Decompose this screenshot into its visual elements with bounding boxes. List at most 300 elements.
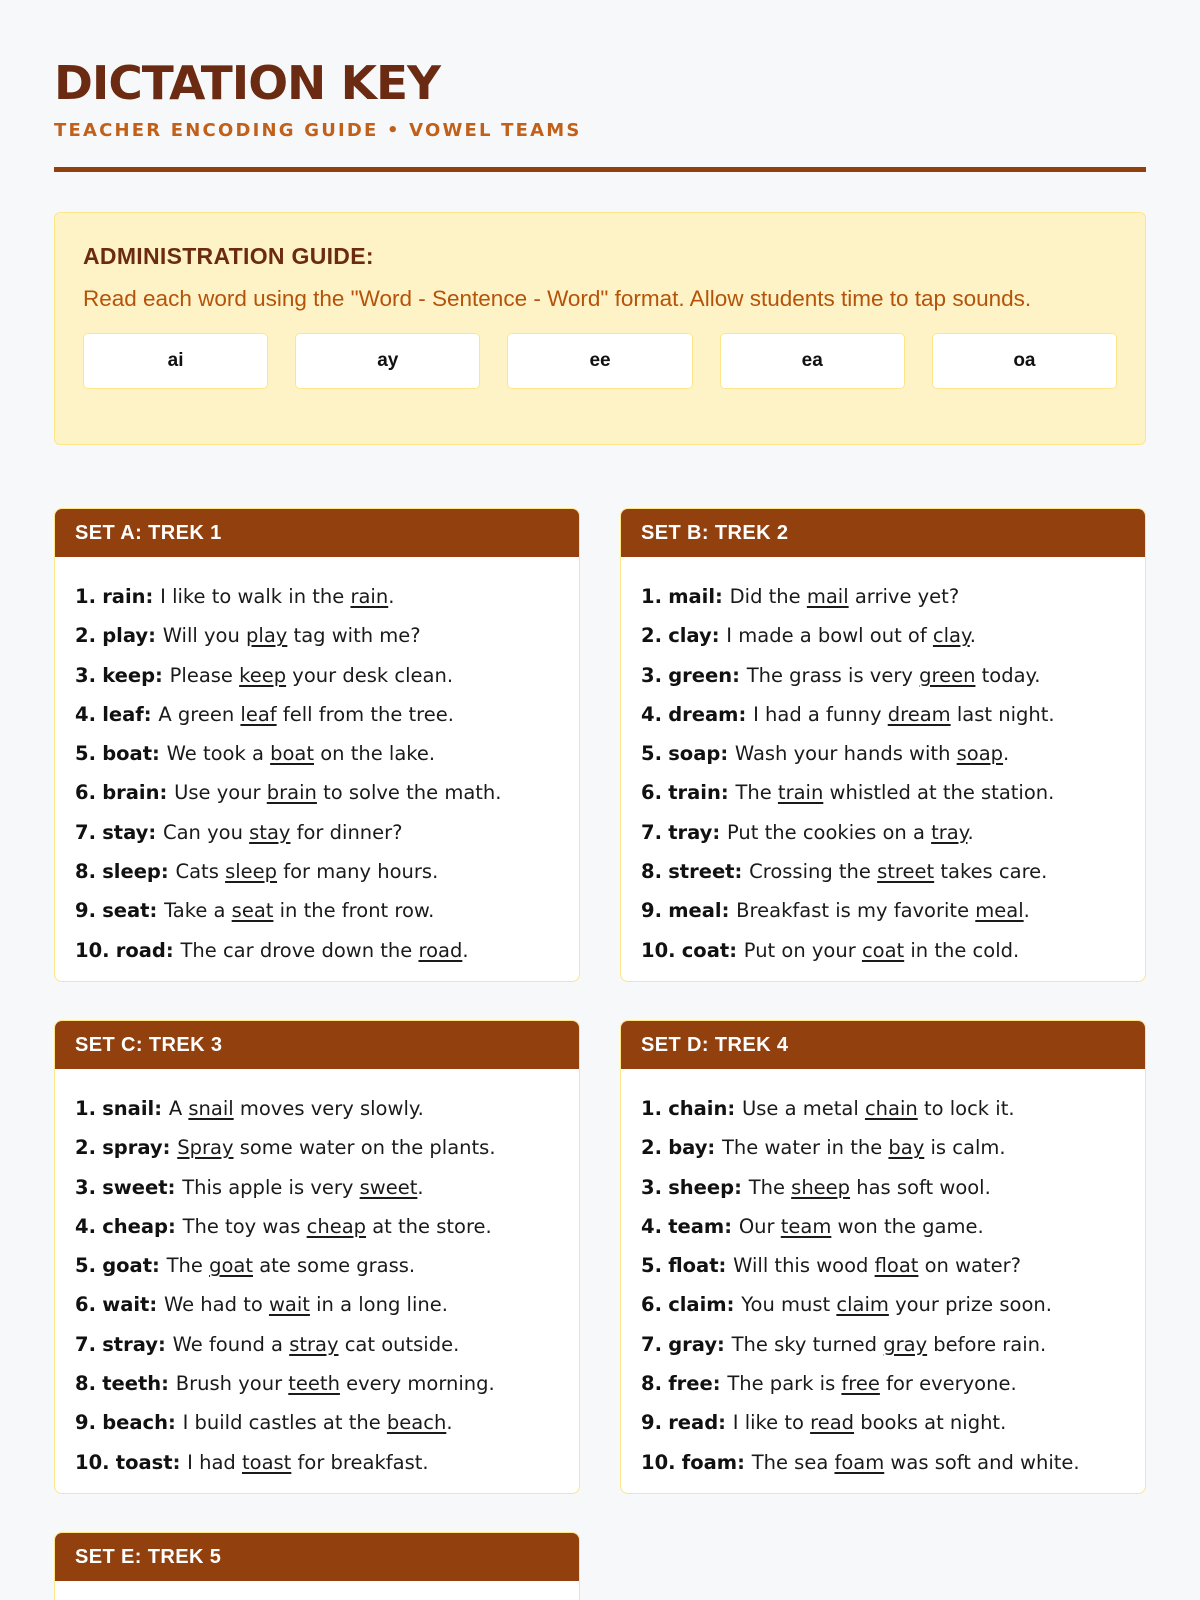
target-word: gray	[883, 1332, 928, 1356]
target-word: foam	[834, 1450, 885, 1474]
sentence-end: moves very slowly.	[233, 1097, 424, 1120]
item-colon: :	[145, 585, 161, 608]
item-number: 5.	[641, 742, 662, 766]
sentence-start: A	[168, 1097, 189, 1120]
item-number: 10.	[641, 1450, 676, 1474]
sentence-start: Will you	[162, 624, 247, 648]
sentence-end: takes care.	[934, 860, 1048, 884]
item-word: sweet	[102, 1175, 168, 1199]
dictation-item	[641, 734, 1125, 773]
item-colon: :	[159, 781, 175, 805]
item-number: 6.	[75, 781, 96, 805]
item-word: gray	[668, 1332, 718, 1356]
item-word: train	[668, 781, 721, 805]
dictation-item	[75, 1443, 559, 1482]
item-colon: :	[167, 1411, 183, 1435]
item-number: 7.	[75, 820, 96, 844]
target-word: claim	[836, 1293, 889, 1317]
item-number: 2.	[641, 1136, 662, 1160]
vowel-team-chip-ee: ee	[507, 333, 692, 389]
target-word: team	[780, 1214, 832, 1238]
dictation-item	[641, 1285, 1125, 1324]
dictation-list	[621, 557, 1145, 970]
sentence-end: some water on the plants.	[233, 1136, 496, 1160]
target-word: chain	[864, 1097, 918, 1120]
sentence-end: tag with me?	[287, 624, 421, 648]
dictation-item	[75, 891, 559, 930]
sentence-start: I had	[187, 1450, 242, 1474]
sentence-end: for breakfast.	[291, 1450, 429, 1474]
set-card-title: SET D: TREK 4	[621, 1021, 1145, 1069]
item-word: cheap	[102, 1214, 168, 1238]
item-word: foam	[681, 1450, 738, 1474]
sentence-start: Cats	[175, 860, 226, 884]
sentence-end: last night.	[950, 702, 1055, 726]
item-colon: :	[167, 1214, 183, 1238]
target-word: seat	[231, 899, 274, 923]
item-word: teeth	[102, 1372, 162, 1396]
vowel-team-chip-ea: ea	[720, 333, 905, 389]
target-word: coat	[861, 938, 905, 962]
item-colon: :	[738, 702, 754, 726]
sentence-start: Wash your hands with	[734, 742, 957, 766]
item-colon: :	[161, 1372, 176, 1396]
dictation-item	[641, 813, 1125, 852]
sentence-start: The park is	[727, 1372, 842, 1396]
dictation-item	[75, 695, 559, 734]
set-card-e	[54, 1532, 580, 1600]
target-word: wait	[268, 1293, 310, 1317]
item-word: read	[668, 1411, 719, 1435]
target-word: teeth	[288, 1372, 340, 1396]
word-sets-grid	[54, 508, 1146, 1600]
target-word: sleep	[225, 860, 278, 884]
sentence-start: You must	[741, 1293, 837, 1317]
sentence-start: I made a bowl out of	[726, 624, 933, 648]
sentence-end: .	[388, 585, 395, 608]
set-card-title: SET C: TREK 3	[55, 1021, 579, 1069]
target-word: bay	[888, 1136, 925, 1160]
item-word: soap	[668, 742, 721, 766]
item-colon: :	[715, 585, 730, 608]
item-colon: :	[720, 742, 735, 766]
sentence-end: is calm.	[924, 1136, 1006, 1160]
item-number: 6.	[75, 1293, 96, 1317]
item-word: coat	[681, 938, 730, 962]
item-colon: :	[729, 938, 744, 962]
item-number: 7.	[641, 1332, 662, 1356]
sentence-start: The sky turned	[731, 1332, 884, 1356]
item-word: rain	[102, 585, 146, 608]
dictation-item	[641, 1246, 1125, 1285]
item-colon: :	[148, 820, 163, 844]
item-word: dream	[668, 702, 739, 726]
target-word: meal	[975, 899, 1024, 923]
set-card-d	[620, 1020, 1146, 1494]
dictation-item	[75, 1325, 559, 1364]
item-colon: :	[721, 899, 737, 923]
item-word: beach	[102, 1411, 168, 1435]
sentence-start: Please	[169, 663, 240, 687]
item-colon: :	[726, 1293, 742, 1317]
sentence-end: to lock it.	[917, 1097, 1015, 1120]
item-colon: :	[712, 820, 727, 844]
target-word: free	[841, 1372, 880, 1396]
item-word: boat	[102, 742, 153, 766]
sentence-end: .	[446, 1411, 453, 1435]
item-colon: :	[149, 899, 165, 923]
dictation-item	[75, 734, 559, 773]
dictation-item	[641, 1168, 1125, 1207]
item-number: 9.	[75, 1411, 96, 1435]
dictation-item	[641, 891, 1125, 930]
item-number: 2.	[641, 624, 662, 648]
item-colon: :	[155, 663, 170, 687]
target-word: Spray	[177, 1136, 234, 1160]
item-word: street	[668, 860, 735, 884]
item-number: 1.	[641, 1097, 662, 1120]
vowel-team-chips	[83, 333, 1117, 389]
page-title: DICTATION KEY	[54, 56, 440, 110]
sentence-end: whistled at the station.	[823, 781, 1055, 805]
item-colon: :	[154, 1097, 169, 1120]
target-word: mail	[806, 585, 849, 608]
dictation-item	[641, 852, 1125, 891]
dictation-item	[75, 931, 559, 970]
sentence-end: arrive yet?	[848, 585, 960, 608]
target-word: dream	[887, 702, 951, 726]
sentence-start: The	[735, 781, 778, 805]
item-word: sleep	[102, 860, 161, 884]
dictation-item	[75, 1364, 559, 1403]
set-card-title: SET E: TREK 5	[55, 1533, 579, 1581]
dictation-item	[75, 852, 559, 891]
administration-guide	[54, 212, 1146, 445]
dictation-item	[641, 1207, 1125, 1246]
dictation-item	[641, 931, 1125, 970]
sentence-start: A green	[158, 702, 241, 726]
item-colon: :	[711, 624, 727, 648]
item-colon: :	[712, 1372, 728, 1396]
sentence-start: Use your	[174, 781, 267, 805]
item-colon: :	[707, 1136, 723, 1160]
sentence-start: This apple is very	[182, 1175, 360, 1199]
sentence-start: Take a	[164, 899, 232, 923]
item-number: 8.	[641, 1372, 662, 1396]
target-word: boat	[270, 742, 315, 766]
sentence-start: Use a metal	[741, 1097, 865, 1120]
sentence-start: The toy was	[182, 1214, 307, 1238]
item-colon: :	[160, 860, 176, 884]
target-word: train	[777, 781, 824, 805]
item-colon: :	[732, 663, 747, 687]
sentence-end: on water?	[918, 1254, 1022, 1278]
sentence-end: fell from the tree.	[276, 702, 454, 726]
target-word: green	[919, 663, 976, 687]
item-number: 3.	[75, 1175, 96, 1199]
item-colon: :	[734, 1175, 749, 1199]
item-word: keep	[102, 663, 156, 687]
page-header	[54, 0, 1146, 172]
target-word: sheep	[791, 1175, 851, 1199]
item-number: 2.	[75, 624, 96, 648]
item-number: 5.	[75, 742, 96, 766]
dictation-item	[75, 1285, 559, 1324]
item-colon: :	[143, 702, 159, 726]
dictation-item	[641, 577, 1125, 616]
item-word: tray	[668, 820, 713, 844]
target-word: street	[877, 860, 935, 884]
item-word: play	[102, 624, 149, 648]
sentence-start: The	[748, 1175, 792, 1199]
target-word: snail	[188, 1097, 234, 1120]
sentence-end: at the store.	[366, 1214, 492, 1238]
item-colon: :	[149, 1293, 164, 1317]
sentence-end: before rain.	[927, 1332, 1047, 1356]
item-word: bay	[668, 1136, 708, 1160]
item-number: 3.	[75, 663, 96, 687]
dictation-item	[75, 1246, 559, 1285]
target-word: clay	[932, 624, 970, 648]
sentence-end: cat outside.	[338, 1332, 460, 1356]
item-number: 4.	[75, 1214, 96, 1238]
item-number: 2.	[75, 1136, 96, 1160]
dictation-item	[75, 656, 559, 695]
item-colon: :	[152, 742, 167, 766]
item-word: leaf	[102, 702, 144, 726]
item-number: 7.	[641, 820, 662, 844]
guide-instructions: Read each word using the "Word - Sentence - Word" format. Allow students time to tap sounds.	[83, 286, 1032, 311]
target-word: road	[418, 938, 463, 962]
item-number: 10.	[75, 1450, 110, 1474]
sentence-start: We took a	[166, 742, 271, 766]
sentence-start: The car drove down the	[180, 938, 419, 962]
dictation-item	[75, 616, 559, 655]
sentence-start: I build castles at the	[182, 1411, 387, 1435]
sentence-start: I like to	[732, 1411, 811, 1435]
dictation-item	[641, 1089, 1125, 1128]
item-word: snail	[102, 1097, 155, 1120]
sentence-end: for everyone.	[879, 1372, 1017, 1396]
dictation-item	[641, 1403, 1125, 1442]
dictation-item	[75, 1089, 559, 1128]
sentence-end: .	[462, 938, 469, 962]
target-word: beach	[386, 1411, 447, 1435]
sentence-end: .	[1023, 899, 1030, 923]
sentence-end: ate some grass.	[253, 1254, 416, 1278]
dictation-item	[75, 1128, 559, 1167]
sentence-end: for many hours.	[277, 860, 439, 884]
item-colon: :	[718, 1254, 734, 1278]
item-number: 10.	[641, 938, 676, 962]
set-card-a	[54, 508, 580, 982]
dictation-item	[75, 1207, 559, 1246]
dictation-item	[641, 1364, 1125, 1403]
item-number: 8.	[641, 860, 662, 884]
sentence-end: has soft wool.	[850, 1175, 991, 1199]
item-colon: :	[727, 1097, 742, 1120]
dictation-item	[641, 695, 1125, 734]
sentence-end: in the cold.	[904, 938, 1020, 962]
item-number: 5.	[641, 1254, 662, 1278]
item-colon: :	[737, 1450, 752, 1474]
item-word: seat	[102, 899, 150, 923]
dictation-list	[621, 1069, 1145, 1482]
set-card-title: SET B: TREK 2	[621, 509, 1145, 557]
target-word: cheap	[306, 1214, 367, 1238]
item-word: free	[668, 1372, 713, 1396]
sentence-end: your prize soon.	[888, 1293, 1052, 1317]
dictation-list	[55, 557, 579, 970]
sentence-start: Breakfast is my favorite	[736, 899, 976, 923]
item-colon: :	[718, 1411, 733, 1435]
dictation-item	[75, 1168, 559, 1207]
vowel-team-chip-oa: oa	[932, 333, 1117, 389]
sentence-start: Put on your	[743, 938, 862, 962]
sentence-start: The grass is very	[746, 663, 920, 687]
target-word: stay	[249, 820, 291, 844]
item-word: sheep	[668, 1175, 735, 1199]
sentence-end: .	[967, 820, 974, 844]
target-word: goat	[209, 1254, 253, 1278]
item-colon: :	[152, 1254, 167, 1278]
item-word: stray	[102, 1332, 159, 1356]
item-colon: :	[720, 781, 736, 805]
item-word: wait	[102, 1293, 150, 1317]
sentence-start: The sea	[751, 1450, 835, 1474]
item-word: stay	[102, 820, 149, 844]
item-number: 5.	[75, 1254, 96, 1278]
item-word: goat	[102, 1254, 153, 1278]
sentence-start: Did the	[729, 585, 807, 608]
item-colon: :	[165, 938, 181, 962]
item-number: 1.	[75, 1097, 96, 1120]
item-word: road	[115, 938, 166, 962]
item-number: 7.	[75, 1332, 96, 1356]
dictation-item	[641, 1128, 1125, 1167]
target-word: sweet	[359, 1175, 418, 1199]
item-colon: :	[162, 1136, 178, 1160]
target-word: keep	[239, 663, 287, 687]
sentence-start: I had a funny	[753, 702, 888, 726]
target-word: read	[810, 1411, 855, 1435]
sentence-end: your desk clean.	[286, 663, 454, 687]
target-word: play	[246, 624, 288, 648]
item-colon: :	[158, 1332, 173, 1356]
target-word: soap	[956, 742, 1004, 766]
item-number: 10.	[75, 938, 110, 962]
target-word: tray	[931, 820, 968, 844]
sentence-end: to solve the math.	[316, 781, 502, 805]
target-word: brain	[266, 781, 317, 805]
sentence-end: was soft and white.	[884, 1450, 1080, 1474]
item-number: 1.	[641, 585, 662, 608]
item-colon: :	[172, 1450, 188, 1474]
sentence-end: every morning.	[339, 1372, 495, 1396]
item-colon: :	[724, 1214, 739, 1238]
vowel-team-chip-ai: ai	[83, 333, 268, 389]
dictation-item	[641, 773, 1125, 812]
item-number: 4.	[641, 1214, 662, 1238]
item-word: spray	[102, 1136, 163, 1160]
set-card-title: SET A: TREK 1	[55, 509, 579, 557]
sentence-end: won the game.	[831, 1214, 984, 1238]
target-word: rain	[350, 585, 389, 608]
dictation-item	[75, 813, 559, 852]
sentence-end: in a long line.	[309, 1293, 448, 1317]
dictation-list	[55, 1581, 579, 1600]
item-number: 6.	[641, 781, 662, 805]
dictation-list	[55, 1069, 579, 1482]
item-colon: :	[148, 624, 163, 648]
sentence-end: on the lake.	[314, 742, 436, 766]
item-number: 4.	[75, 702, 96, 726]
sentence-end: .	[1003, 742, 1010, 766]
dictation-item	[641, 1443, 1125, 1482]
target-word: stray	[289, 1332, 339, 1356]
sentence-start: The	[166, 1254, 210, 1278]
item-colon: :	[167, 1175, 183, 1199]
sentence-start: Put the cookies on a	[727, 820, 932, 844]
sentence-end: for dinner?	[290, 820, 403, 844]
item-word: claim	[668, 1293, 727, 1317]
header-divider	[54, 167, 1146, 172]
item-word: brain	[102, 781, 160, 805]
sentence-start: I like to walk in the	[160, 585, 351, 608]
item-number: 3.	[641, 663, 662, 687]
sentence-end: .	[417, 1175, 424, 1199]
item-word: team	[668, 1214, 725, 1238]
item-colon: :	[734, 860, 750, 884]
item-word: green	[668, 663, 733, 687]
dictation-item	[641, 1325, 1125, 1364]
sentence-end: .	[969, 624, 976, 648]
sentence-start: Our	[738, 1214, 781, 1238]
sentence-start: Crossing the	[749, 860, 878, 884]
item-word: toast	[115, 1450, 173, 1474]
target-word: float	[874, 1254, 919, 1278]
item-word: float	[668, 1254, 719, 1278]
guide-title: ADMINISTRATION GUIDE:	[83, 243, 374, 269]
item-number: 3.	[641, 1175, 662, 1199]
dictation-item	[75, 577, 559, 616]
sentence-start: We had to	[163, 1293, 269, 1317]
item-number: 8.	[75, 1372, 96, 1396]
item-number: 1.	[75, 585, 96, 608]
item-number: 4.	[641, 702, 662, 726]
item-word: chain	[668, 1097, 728, 1120]
item-number: 9.	[75, 899, 96, 923]
sentence-start: The water in the	[722, 1136, 889, 1160]
item-number: 9.	[641, 1411, 662, 1435]
dictation-item	[75, 1403, 559, 1442]
page-subtitle: TEACHER ENCODING GUIDE • VOWEL TEAMS	[54, 120, 582, 141]
item-number: 9.	[641, 899, 662, 923]
set-card-b	[620, 508, 1146, 982]
set-card-c	[54, 1020, 580, 1494]
item-colon: :	[717, 1332, 732, 1356]
item-word: meal	[668, 899, 722, 923]
sentence-start: We found a	[172, 1332, 290, 1356]
sentence-end: today.	[975, 663, 1041, 687]
sentence-start: Can you	[162, 820, 250, 844]
dictation-item	[641, 616, 1125, 655]
sentence-start: Will this wood	[733, 1254, 875, 1278]
vowel-team-chip-ay: ay	[295, 333, 480, 389]
item-number: 8.	[75, 860, 96, 884]
item-word: clay	[668, 624, 712, 648]
item-number: 6.	[641, 1293, 662, 1317]
